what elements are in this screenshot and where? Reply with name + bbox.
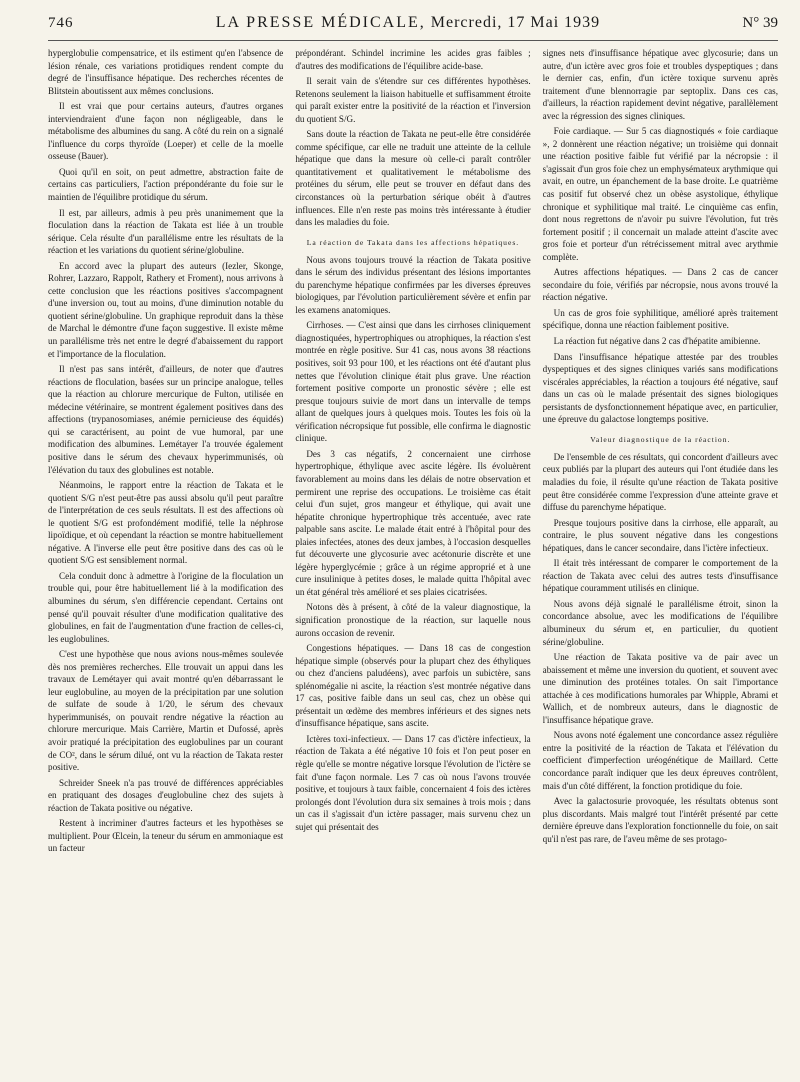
paragraph: Sans doute la réaction de Takata ne peut-elle être considérée comme spécifique, car elle ne traduit une atteinte de la cellule hépatique que dans la mesure où celle-ci paraît contrôler quantitativement et qualitativement le métabolisme des protéines du sérum, elle peut se trouver en défaut dans des circonstances où la perturbation sérique obéit à d'autres influences. Elle n'en reste pas moins très intéressante à étudier dans les maladies du foie.: [295, 129, 531, 228]
paragraph: Autres affections hépatiques. — Dans 2 cas de cancer secondaire du foie, vérifiés par nécropsie, nous avons trouvé la réaction négative.: [542, 267, 778, 303]
paragraph: Néanmoins, le rapport entre la réaction de Takata et le quotient S/G n'est peut-être pas aussi absolu qu'il peut paraître de l'interprétation de ces seuls résultats. Il est des affections où le quotient S/G est profondément modifié, telle la néphrose lipoïdique, et où cependant la réaction se montre habituellement négative. A l'inverse elle peut être positive dans des cas où le quotient S/G est sensiblement normal.: [48, 480, 284, 566]
paragraph: Notons dès à présent, à côté de la valeur diagnostique, la signification pronostique de la réaction, sur laquelle nous aurons occasion de revenir.: [295, 602, 531, 638]
running-header: [48, 14, 778, 41]
paragraph: Cirrhoses. — C'est ainsi que dans les cirrhoses cliniquement diagnostiquées, hypertrophiques ou atrophiques, la réaction s'est montrée en règle positive. Sur 41 cas, nous avons 38 réactions positives, soit 93 pour 100, et les réactions ont été d'autant plus nettes que l'évolution clinique était plus grave. Une réaction fortement positive comporte un pronostic sévère ; elle est presque toujours suivie de mort dans un intervalle de temps allant de quelques jours à quelques mois. Toutes les fois où la vérification nécropsique fut possible, elle confirma le diagnostic clinique.: [295, 320, 531, 444]
column-2: [295, 47, 530, 1057]
issue-date: Mercredi, 17 Mai 1939: [430, 14, 601, 31]
paragraph: Un cas de gros foie syphilitique, amélioré après traitement spécifique, donna une réaction faiblement positive.: [542, 307, 778, 331]
section-heading-takata-hepatic: La réaction de Takata dans les affections hépatiques.: [306, 237, 520, 247]
paragraph: prépondérant. Schindel incrimine les acides gras faibles ; d'autres des modifications de l'équilibre acide-base.: [295, 48, 531, 71]
paragraph: Foie cardiaque. — Sur 5 cas diagnostiqués « foie cardiaque », 2 donnèrent une réaction négative; un troisième qui donnait une réaction positive faible fut vérifié par la nécropsie : il s'agissait d'un gros foie chez un emphysémateux arythmique qui avait, en outre, un épanchement de la base droite. Le quatrième cas positif fut observé chez un obèse asystolique, éthylique chronique et syphilitique mal traité. Le cinquième cas enfin, dont nous regrettons de n'avoir pu suivre l'évolution, fut très fortement positif ; il concernait un malade atteint d'ascite avec gros foie et porteur d'un rétrécissement mitral avec arythmie complète.: [542, 126, 778, 262]
paragraph: Il n'est pas sans intérêt, d'ailleurs, de noter que d'autres réactions de floculation, basées sur un principe analogue, telles que la réaction au chlorure mercurique de Fulton, utilisée en médecine vétérinaire, se montrent également positives dans des affections (trypanosomiases, anémie pernicieuse des équidés) qui se caractérisent, au point de vue humoral, par une modification des albumines. Lemétayer l'a trouvée également positive dans le sérum des chevaux hyperimmunisés, où l'élévation du taux des globulines est notable.: [48, 364, 284, 475]
paragraph: Cela conduit donc à admettre à l'origine de la floculation un trouble qui, pour être habituellement lié à la modification des albumines du sérum, s'en différencie cependant. Certains ont pensé qu'il pouvait résulter d'une modification qualitative des globulines, en fait de l'augmentation d'une fraction de celles-ci, les euglobulines.: [48, 570, 284, 644]
paragraph: Quoi qu'il en soit, on peut admettre, abstraction faite de certains cas particuliers, l'action prépondérante du foie sur le maintien de l'équilibre protidique du sérum.: [48, 166, 284, 203]
journal-name: LA PRESSE MÉDICALE,: [215, 14, 426, 31]
section-heading-diagnostic-value: Valeur diagnostique de la réaction.: [590, 434, 731, 444]
paragraph: Il est vrai que pour certains auteurs, d'autres organes interviendraient d'une façon non négligeable, dans le métabolisme des albumines du sang. A côté du rein on a signalé l'influence du corps thyroïde (Loeper) et celle de la moelle osseuse (Bauer).: [48, 101, 284, 162]
journal-title-line: [216, 14, 600, 32]
column-3-bottom: [543, 451, 778, 845]
paragraph: Restent à incriminer d'autres facteurs et les hypothèses se multiplient. Pour Œlcein, la teneur du sérum en ammoniaque est un facteur: [48, 818, 284, 854]
paragraph: Congestions hépatiques. — Dans 18 cas de congestion hépatique simple (observés pour la plupart chez des éthyliques ou chez d'anciens paludéens), avec parfois un subictère, sans splénomégalie ni ascite, la réaction s'est montrée négative dans 17 cas, positive faible dans un seul cas, chez un obèse qui présentait un œdème des membres inférieurs et des signes nets d'insuffisance hépatique, sans ascite.: [295, 643, 531, 729]
paragraph: hyperglobulie compensatrice, et ils estiment qu'en l'absence de lésion rénale, ces variations protidiques rendent compte du degré de l'insuffisance hépatique. Des recherches récentes de Blitstein aboutissent aux mêmes conclusions.: [48, 48, 284, 96]
paragraph: La réaction fut négative dans 2 cas d'hépatite amibienne.: [553, 336, 761, 347]
paragraph: Il serait vain de s'étendre sur ces différentes hypothèses. Retenons seulement la liaison habituelle et suffisamment étroite qui paraît exister entre la positivité de la réaction et l'inversion du quotient S/G.: [295, 76, 531, 124]
paragraph: Presque toujours positive dans la cirrhose, elle apparaît, au contraire, le plus souvent négative dans les congestions hépatiques, dans le cancer secondaire, dans l'ictère infectieux.: [542, 517, 778, 553]
issue-number: N° 39: [742, 15, 778, 31]
page-number: 746: [48, 15, 74, 31]
paragraph: Dans l'insuffisance hépatique attestée par des troubles dyspeptiques et des signes cliniques variés sans modifications viscérales appréciables, la réaction a toujours été négative, sauf dans un cas où le malade présentait des signes biologiques persistants de dysfonctionnement hépatique avec, en particulier, une épreuve du galactose longtemps positive.: [542, 351, 778, 425]
paragraph: Avec la galactosurie provoquée, les résultats obtenus sont plus discordants. Mais malgré tout l'intérêt présenté par cette dernière épreuve dans l'exploration fonctionnelle du foie, on sait qu'il n'est pas rare, de l'aveu même de ses protago-: [542, 796, 778, 844]
paragraph: Nous avons noté également une concordance assez régulière entre la positivité de la réaction de Takata et l'élévation du coefficient d'imperfection uréogénétique de Maillard. Cette concordance paraît indiquer que les deux épreuves contrôlent, mais d'un côté différent, la fonction protidique du foie.: [542, 730, 778, 791]
text-columns: [48, 47, 778, 1057]
column-2-top: [295, 47, 530, 229]
paragraph: Une réaction de Takata positive va de pair avec un abaissement et même une inversion du quotient, et souvent avec une diminution des protéines totales. On sait l'importance attachée à ces modifications humorales par Whipple, Abrami et Wallich, et de nombreux auteurs, dans le diagnostic de l'insuffisance hépatique grave.: [542, 652, 778, 725]
paragraph: Il était très intéressant de comparer le comportement de la réaction de Takata avec celui des autres tests d'insuffisance hépatique couramment utilisés en clinique.: [542, 558, 778, 594]
paragraph: signes nets d'insuffisance hépatique avec glycosurie; dans un autre, d'un ictère avec gros foie et troubles dyspeptiques ; dans le dernier cas, enfin, d'un ictère toxique survenu après traitement d'une blennorragie par septoplix. Dans ces cas, d'ailleurs, la réaction rapidement devint négative, parallèlement avec la régression des signes cliniques.: [542, 48, 778, 121]
paragraph: Il est, par ailleurs, admis à peu près unanimement que la floculation dans la réaction de Takata est liée à un trouble sérique. Cela résulte d'un parallélisme entre les résultats de la réaction et les variations du quotient sérine/globuline.: [48, 207, 284, 256]
paragraph: Des 3 cas négatifs, 2 concernaient une cirrhose hypertrophique, éthylique avec ascite légère. Ils évoluèrent favorablement au moins dans les délais de notre observation et permirent une reprise des occupations. Le troisième cas était celui d'un sujet, gros mangeur et éthylique, qui avait une hépatite chronique hypertrophique très accentuée, avec rate palpable sans ascite. Le malade était entré à l'hôpital pour des plaies infectées, atones des deux jambes, à l'occasion desquelles fut découverte une glycosurie avec acétonurie discrète et une légère hyperglycémie ; grâce à un régime approprié et à une cure insulinique à petites doses, le malade quitta l'hôpital avec un état général très amélioré et ses plaies cicatrisées.: [295, 448, 531, 597]
paragraph: C'est une hypothèse que nous avions nous-mêmes soulevée dès nos premières recherches. Elle trouvait un appui dans les travaux de Lemétayer qui avait montré qu'en débarrassant le leur euglobuline, au moyen de la précipitation par une solution de sulfate de soude à 1/20, le sérum des chevaux hyperimmunisés, on pouvait rendre négative la réaction au chlorure mercurique. Mais Carrière, Martin et Dufossé, après avoir pratiqué la précipitation des euglobulines par un courant de CO², dans le sérum dilué, ont vu la réaction de Takata rester positive.: [48, 649, 284, 773]
paragraph: Nous avons déjà signalé le parallélisme étroit, sinon la concordance absolue, avec les modifications de l'équilibre albumineux du sérum et, en particulier, du quotient sérine/globuline.: [542, 598, 778, 647]
column-3-top: [543, 47, 778, 426]
column-2-bottom: [295, 254, 530, 834]
paragraph: Schreider Sneek n'a pas trouvé de différences appréciables en pratiquant des dosages d'euglobuline chez des sujets à réaction de Takata positive ou négative.: [48, 777, 284, 813]
paragraph: De l'ensemble de ces résultats, qui concordent d'ailleurs avec ceux publiés par la plupart des auteurs qui l'ont étudiée dans les maladies du foie, il résulte qu'une réaction de Takata positive peut être considérée comme l'expression d'une atteinte grave et diffuse du parenchyme hépatique.: [542, 451, 778, 513]
paragraph: Ictères toxi-infectieux. — Dans 17 cas d'ictère infectieux, la réaction de Takata a été négative 10 fois et l'on peut poser en règle qu'elle se montre négative lorsque l'évolution de l'ictère se fait d'une façon normale. Les 7 cas où nous l'avons trouvée positive, et toujours à taux faible, concernaient 4 fois des ictères prolongés dont l'évolution dura six semaines à trois mois ; dans un cas il s'agissait d'un ictère passager, mais survenu chez un sujet qui présentait des: [295, 733, 531, 832]
paragraph: Nous avons toujours trouvé la réaction de Takata positive dans le sérum des individus présentant des lésions importantes du parenchyme hépatique confirmées par les diverses épreuves biologiques, par l'évolution particulièrement sévère et enfin par les examens anatomiques.: [295, 254, 531, 315]
column-1: [48, 47, 283, 1057]
paragraph: En accord avec la plupart des auteurs (Iezler, Skonge, Rohrer, Lazzaro, Rappolt, Rathery et Froment), nous arrivons à cette conclusion que les réactions positives s'accompagnent d'une inversion ou, tout au moins, d'une diminution notable du quotient sérine/globuline. Un graphique reproduit dans la thèse de Marchal le démontre d'une façon suggestive. Il existe même un parallélisme très net entre le degré d'abaissement du rapport et l'importance de la floculation.: [48, 260, 284, 359]
column-3: [543, 47, 778, 1057]
